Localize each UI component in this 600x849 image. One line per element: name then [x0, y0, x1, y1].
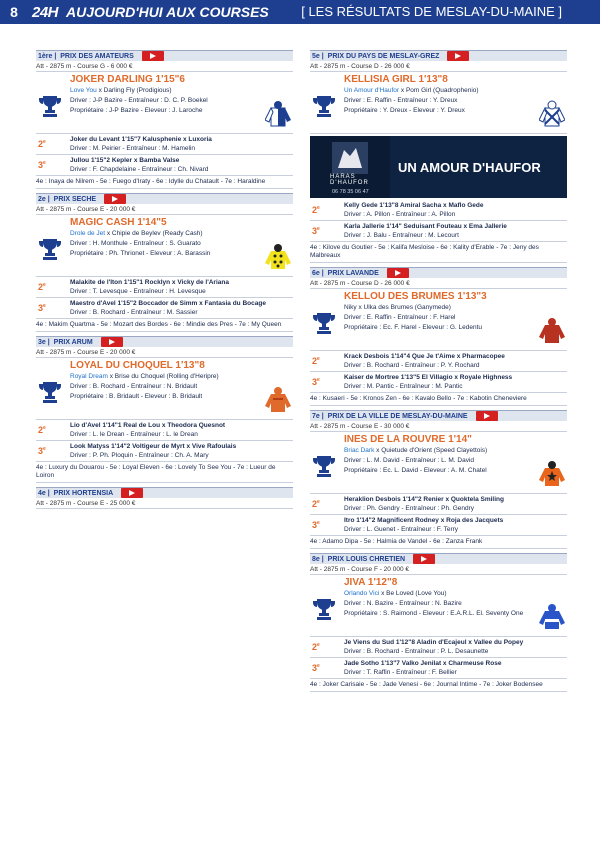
- race-card: [310, 553, 567, 692]
- video-play-icon[interactable]: [476, 411, 498, 421]
- race-name: PRIX DE LA VILLE DE MESLAY-DU-MAINE: [327, 412, 468, 420]
- place-number: 2e: [38, 139, 46, 149]
- header-title: AUJOURD'HUI AUX COURSES: [66, 4, 269, 20]
- page-number: 8: [10, 4, 18, 20]
- winner-name: LOYAL DU CHOQUEL 1'13"8: [70, 360, 205, 371]
- place-driver: Driver : B. Rochard - Entraîneur : M. Sassier: [70, 309, 198, 316]
- winner-owner: Propriétaire : B. Bridault - Eleveur : B. Bridault: [70, 393, 203, 400]
- place-number: 3e: [312, 226, 320, 236]
- jockey-silk-icon: [539, 603, 565, 633]
- place-horse: Kaiser de Mortree 1'13"5 El Villagio x Royale Highness: [344, 374, 513, 381]
- sire-name: Orlando Vici: [344, 590, 380, 597]
- winner-block: [36, 358, 293, 420]
- right-column: [310, 50, 567, 696]
- winner-name: JOKER DARLING 1'15"6: [70, 74, 185, 85]
- winner-pedigree: Drole de Jet x Chipie de Beylev (Ready Cash): [70, 230, 203, 237]
- race-card: [310, 267, 567, 406]
- race-name: PRIX DU PAYS DE MESLAY-GREZ: [327, 52, 440, 60]
- race-header: 7e | PRIX DE LA VILLE DE MESLAY-DU-MAINE: [310, 410, 567, 421]
- left-column: [36, 50, 293, 513]
- place-row: [310, 515, 567, 536]
- winner-owner: Propriétaire : J-P Bazire - Eleveur : J. Laroche: [70, 107, 203, 114]
- other-placings: 4e : Inaya de Nilrem - 5e : Fuego d'Iraty - 6e : Idylle du Chatault - 7e : Haraldine: [36, 176, 293, 189]
- place-number: 2e: [312, 205, 320, 215]
- trophy-icon: [312, 454, 336, 478]
- place-driver: Driver : L. le Drean - Entraîneur : L. le Drean: [70, 431, 198, 438]
- sire-name: Royal Dream: [70, 373, 108, 380]
- race-header: 1ère | PRIX DES AMATEURS: [36, 50, 293, 61]
- winner-driver: Driver : B. Rochard - Entraîneur : N. Bridault: [70, 383, 198, 390]
- race-number: 5e: [312, 52, 320, 60]
- winner-pedigree: Orlando Vici x Be Loved (Love You): [344, 590, 447, 597]
- winner-block: [310, 432, 567, 494]
- place-row: [36, 277, 293, 298]
- winner-name: JIVA 1'12"8: [344, 577, 398, 588]
- jockey-silk-icon: [265, 100, 291, 130]
- race-info: Att - 2875 m - Course D - 26 000 €: [310, 61, 567, 72]
- video-play-icon[interactable]: [104, 194, 126, 204]
- place-row: [36, 441, 293, 462]
- race-card: [36, 487, 293, 509]
- place-horse: Kelly Gede 1'13"8 Amiral Sacha x Maflo Gede: [344, 202, 484, 209]
- winner-owner: Propriétaire : Ph. Thrionet - Eleveur : A. Barassin: [70, 250, 211, 257]
- place-row: [36, 155, 293, 176]
- winner-block: [310, 72, 567, 134]
- race-name: PRIX DES AMATEURS: [60, 52, 134, 60]
- video-play-icon[interactable]: [413, 554, 435, 564]
- place-driver: Driver : L. Guenet - Entraîneur : F. Terry: [344, 526, 459, 533]
- brand-logo: 24H: [32, 3, 59, 21]
- race-header: 3e | PRIX ARUM: [36, 336, 293, 347]
- race-info: Att - 2875 m - Course E - 25 000 €: [36, 498, 293, 509]
- place-row: [36, 134, 293, 155]
- winner-driver: Driver : L. M. David - Entraîneur : L. M. David: [344, 457, 475, 464]
- winner-pedigree: Royal Dream x Brise du Choquel (Rolling d'Heripre): [70, 373, 219, 380]
- place-row: [36, 420, 293, 441]
- winner-driver: Driver : H. Monthule - Entraîneur : S. Guarato: [70, 240, 201, 247]
- winner-pedigree: Niky x Ulka des Brumes (Ganymede): [344, 304, 451, 311]
- place-driver: Driver : A. Pillon - Entraîneur : A. Pillon: [344, 211, 456, 218]
- jockey-silk-icon: [539, 460, 565, 490]
- trophy-icon: [38, 237, 62, 261]
- video-play-icon[interactable]: [101, 337, 123, 347]
- race-number: 7e: [312, 412, 320, 420]
- place-number: 2e: [312, 356, 320, 366]
- winner-name: KELLOU DES BRUMES 1'13"3: [344, 291, 487, 302]
- place-horse: Jade Sotho 1'13"7 Valko Jenilat x Charmeuse Rose: [344, 660, 502, 667]
- winner-block: [36, 72, 293, 134]
- place-number: 3e: [312, 377, 320, 387]
- header-right-title: [ LES RÉSULTATS DE MESLAY-DU-MAINE ]: [301, 4, 562, 19]
- place-driver: Driver : J. Balu - Entraîneur : M. Lecourt: [344, 232, 459, 239]
- place-driver: Driver : M. Pantic - Entraîneur : M. Pantic: [344, 383, 463, 390]
- winner-block: [310, 575, 567, 637]
- place-number: 3e: [312, 520, 320, 530]
- winner-block: [36, 215, 293, 277]
- other-placings: 4e : Kilove du Goutier - 5e : Kalifa Mesloise - 6e : Kality d'Erable - 7e : Jeny des Malbreaux: [310, 242, 567, 263]
- place-horse: Itro 1'14"2 Magnificent Rodney x Roja des Jacquets: [344, 517, 504, 524]
- race-card: [36, 50, 293, 189]
- race-name: PRIX LAVANDE: [327, 269, 379, 277]
- race-card: [36, 336, 293, 483]
- video-play-icon[interactable]: [387, 268, 409, 278]
- place-horse: Je Viens du Sud 1'12"8 Aladin d'Ecajeul x Vallee du Popey: [344, 639, 524, 646]
- race-number: 6e: [312, 269, 320, 277]
- place-driver: Driver : M. Peirier - Entraîneur : M. Hamelin: [70, 145, 195, 152]
- trophy-icon: [312, 597, 336, 621]
- race-name: PRIX ARUM: [53, 338, 93, 346]
- race-header: 6e | PRIX LAVANDE: [310, 267, 567, 278]
- winner-driver: Driver : J-P Bazire - Entraîneur : D. C. P. Boekel: [70, 97, 208, 104]
- place-horse: Heraklion Desbois 1'14"2 Renier x Quoktela Smiling: [344, 496, 504, 503]
- place-horse: Malakite de l'Iton 1'15"1 Rocklyn x Vicky de l'Ariana: [70, 279, 229, 286]
- trophy-icon: [38, 94, 62, 118]
- place-row: [310, 221, 567, 242]
- winner-pedigree: Briac Dark x Quietude d'Orient (Speed Clayettois): [344, 447, 488, 454]
- place-number: 2e: [312, 642, 320, 652]
- winner-owner: Propriétaire : S. Raimond - Eleveur : E.A.R.L. El. Seventy One: [344, 610, 524, 617]
- advertisement-banner[interactable]: [310, 136, 567, 198]
- race-card: [310, 50, 567, 263]
- place-driver: Driver : F. Chapdelaine - Entraîneur : Ch. Nivard: [70, 166, 209, 173]
- place-driver: Driver : T. Raffin - Entraîneur : F. Bellier: [344, 669, 457, 676]
- race-info: Att - 2875 m - Course E - 20 000 €: [36, 347, 293, 358]
- winner-pedigree: Un Amour d'Haufor x Pom Girl (Quadrophenio): [344, 87, 479, 94]
- race-header: 8e | PRIX LOUIS CHRETIEN: [310, 553, 567, 564]
- place-number: 2e: [38, 425, 46, 435]
- race-info: Att - 2875 m - Course E - 30 000 €: [310, 421, 567, 432]
- place-horse: Lio d'Avel 1'14"1 Real de Lou x Theodora Quesnot: [70, 422, 226, 429]
- video-play-icon[interactable]: [142, 51, 164, 61]
- place-horse: Krack Desbois 1'14"4 Que Je t'Aime x Pharmacopee: [344, 353, 505, 360]
- haras-logo: HARAS D'HAUFOR 06 78 35 06 47: [310, 136, 390, 198]
- jockey-silk-icon: [539, 317, 565, 347]
- place-horse: Look Matyss 1'14"2 Voltigeur de Myrt x Vive Rafoulais: [70, 443, 237, 450]
- place-driver: Driver : B. Rochard - Entraîneur : P. Y. Rochard: [344, 362, 480, 369]
- video-play-icon[interactable]: [447, 51, 469, 61]
- place-number: 3e: [38, 446, 46, 456]
- winner-owner: Propriétaire : Ec. F. Harel - Eleveur : G. Ledentu: [344, 324, 483, 331]
- jockey-silk-icon: [265, 386, 291, 416]
- place-row: [36, 298, 293, 319]
- other-placings: 4e : Adamo Dipa - 5e : Halmia de Vandel - 6e : Zanza Frank: [310, 536, 567, 549]
- place-number: 2e: [312, 499, 320, 509]
- race-header: 2e | PRIX SECHE: [36, 193, 293, 204]
- place-number: 2e: [38, 282, 46, 292]
- winner-owner: Propriétaire : Y. Dreux - Eleveur : Y. Dreux: [344, 107, 465, 114]
- place-row: [310, 351, 567, 372]
- race-info: Att - 2875 m - Course F - 20 000 €: [310, 564, 567, 575]
- other-placings: 4e : Luxury du Douarou - 5e : Loyal Eleven - 6e : Lovely To See You - 7e : Lueur de Loiron: [36, 462, 293, 483]
- place-driver: Driver : B. Rochard - Entraîneur : P. L. Desaunette: [344, 648, 489, 655]
- race-number: 2e: [38, 195, 46, 203]
- race-name: PRIX LOUIS CHRETIEN: [327, 555, 406, 563]
- race-card: [36, 193, 293, 332]
- winner-driver: Driver : E. Raffin - Entraîneur : Y. Dreux: [344, 97, 458, 104]
- place-number: 3e: [312, 663, 320, 673]
- place-driver: Driver : Ph. Gendry - Entraîneur : Ph. Gendry: [344, 505, 475, 512]
- race-info: Att - 2875 m - Course E - 20 000 €: [36, 204, 293, 215]
- race-info: Att - 2875 m - Course D - 26 000 €: [310, 278, 567, 289]
- page-header: [0, 0, 600, 24]
- place-row: [310, 658, 567, 679]
- race-number: 1ère: [38, 52, 53, 60]
- place-row: [310, 200, 567, 221]
- place-row: [310, 494, 567, 515]
- other-placings: 4e : Joker Carisaie - 5e : Jade Venesi - 6e : Journal Intime - 7e : Joker Bodensee: [310, 679, 567, 692]
- sire-name: Un Amour d'Haufor: [344, 87, 400, 94]
- sire-name: Briac Dark: [344, 447, 375, 454]
- other-placings: 4e : Kusaeri - 5e : Kronos Zen - 6e : Kavalo Bello - 7e : Kabotin Cheneviere: [310, 393, 567, 406]
- race-number: 3e: [38, 338, 46, 346]
- place-number: 3e: [38, 160, 46, 170]
- jockey-silk-icon: [265, 243, 291, 273]
- place-driver: Driver : T. Levesque - Entraîneur : H. Levesque: [70, 288, 206, 295]
- jockey-silk-icon: [539, 100, 565, 130]
- race-header: 4e | PRIX HORTENSIA: [36, 487, 293, 498]
- winner-name: KELLISIA GIRL 1'13"8: [344, 74, 448, 85]
- trophy-icon: [312, 94, 336, 118]
- place-horse: Maestro d'Avel 1'15"2 Boccador de Simm x Fantasia du Bocage: [70, 300, 266, 307]
- race-number: 4e: [38, 489, 46, 497]
- place-driver: Driver : P. Ph. Ploquin - Entraîneur : Ch. A. Mary: [70, 452, 209, 459]
- winner-name: MAGIC CASH 1'14"5: [70, 217, 167, 228]
- winner-driver: Driver : E. Raffin - Entraîneur : F. Harel: [344, 314, 456, 321]
- winner-owner: Propriétaire : Ec. L. David - Eleveur : A. M. Chatel: [344, 467, 487, 474]
- place-horse: Joker du Levant 1'15"7 Kalusphenie x Luxoria: [70, 136, 212, 143]
- winner-pedigree: Love You x Darling Fly (Prodigious): [70, 87, 172, 94]
- ad-text: UN AMOUR D'HAUFOR: [398, 159, 541, 175]
- place-row: [310, 372, 567, 393]
- race-info: Att - 2875 m - Course G - 6 000 €: [36, 61, 293, 72]
- video-play-icon[interactable]: [121, 488, 143, 498]
- race-header: 5e | PRIX DU PAYS DE MESLAY-GREZ: [310, 50, 567, 61]
- place-horse: Karla Jallerie 1'14" Seduisant Fouteau x Ema Jallerie: [344, 223, 507, 230]
- other-placings: 4e : Makim Quartma - 5e : Mozart des Bordes - 6e : Mindie des Pres - 7e : My Queen: [36, 319, 293, 332]
- race-name: PRIX SECHE: [53, 195, 97, 203]
- place-horse: Jullou 1'15"2 Kepler x Bamba Valse: [70, 157, 180, 164]
- trophy-icon: [312, 311, 336, 335]
- sire-name: Love You: [70, 87, 97, 94]
- winner-driver: Driver : N. Bazire - Entraîneur : N. Bazire: [344, 600, 462, 607]
- winner-block: [310, 289, 567, 351]
- race-name: PRIX HORTENSIA: [53, 489, 114, 497]
- place-row: [310, 637, 567, 658]
- race-number: 8e: [312, 555, 320, 563]
- trophy-icon: [38, 380, 62, 404]
- place-number: 3e: [38, 303, 46, 313]
- race-card: [310, 410, 567, 549]
- winner-name: INES DE LA ROUVRE 1'14": [344, 434, 472, 445]
- sire-name: Drole de Jet: [70, 230, 106, 237]
